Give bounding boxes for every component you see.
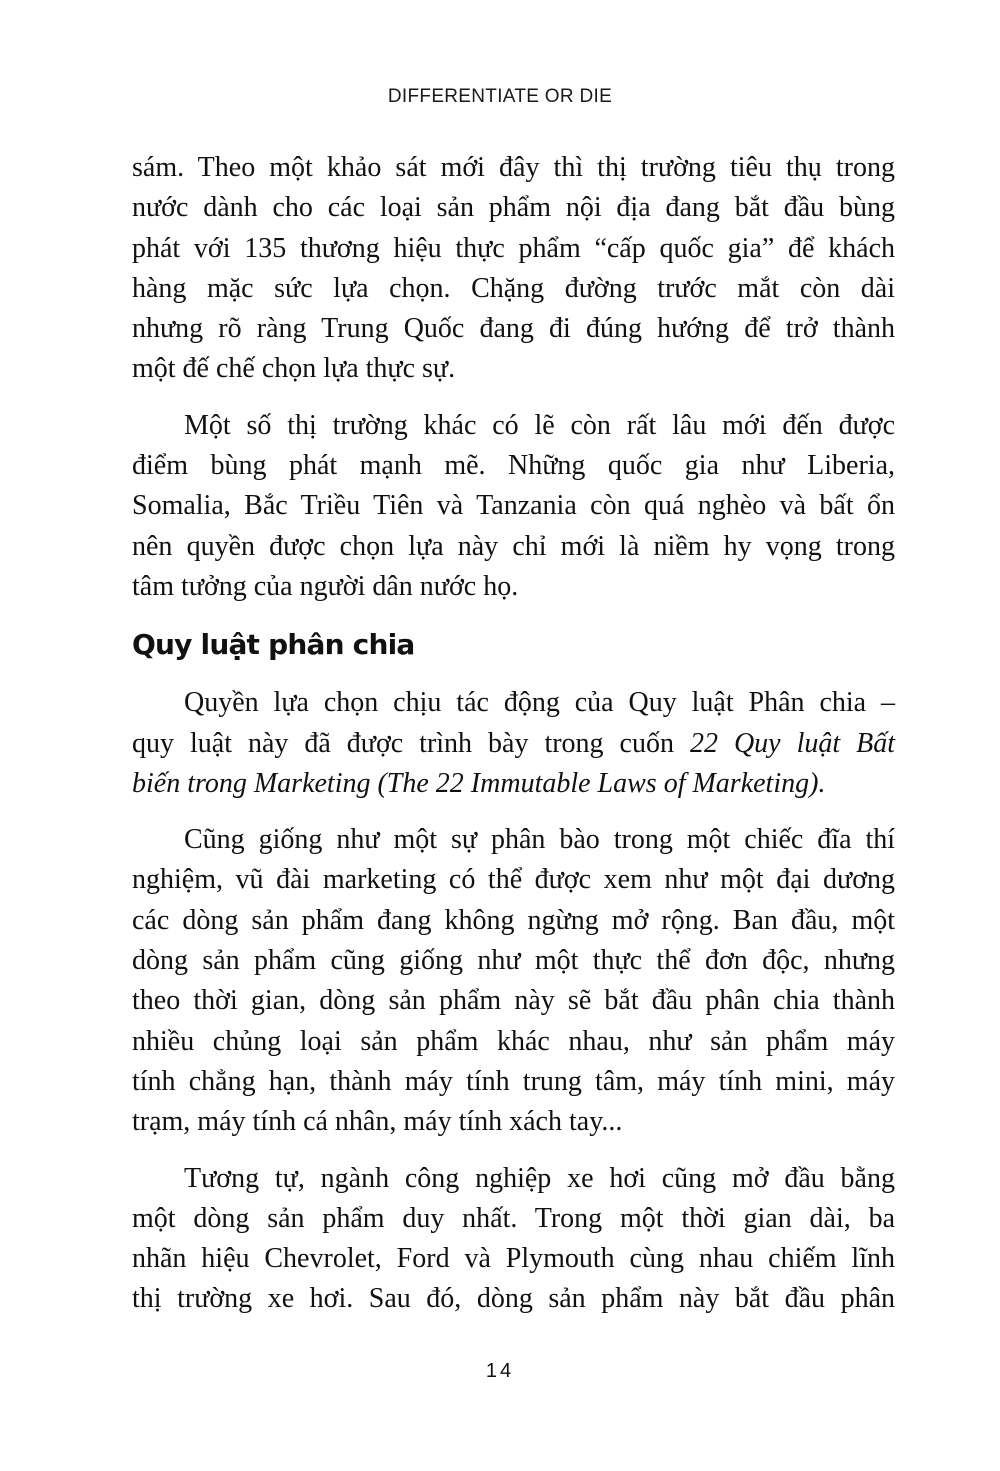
text-line [132, 1199, 895, 1239]
text-segment: nhiều chủng loại sản phẩm khác nhau, như sản phẩm máy [132, 1025, 895, 1057]
text-segment: nhưng rõ ràng Trung Quốc đang đi đúng hướng để trở thành [132, 313, 895, 345]
text-line [132, 148, 895, 188]
text-line [132, 349, 895, 389]
text-segment: các dòng sản phẩm đang không ngừng mở rộng. Ban đầu, một [132, 904, 895, 936]
text-line [132, 1062, 895, 1102]
text-line [132, 820, 895, 860]
text-segment: dòng sản phẩm cũng giống như một thực thể đơn độc, nhưng [132, 945, 895, 977]
text-line [132, 1159, 895, 1199]
text-line [132, 860, 895, 900]
text-segment: Tương tự, ngành công nghiệp xe hơi cũng mở đầu bằng [184, 1162, 895, 1194]
text-segment: phát với 135 thương hiệu thực phẩm “cấp quốc gia” để khách [132, 232, 895, 264]
text-line [132, 229, 895, 269]
text-line [132, 1102, 895, 1142]
text-segment: nước dành cho các loại sản phẩm nội địa đang bắt đầu bùng [132, 192, 895, 224]
text-segment: Quyền lựa chọn chịu tác động của Quy luật Phân chia – [184, 687, 895, 719]
text-segment: sám. Theo một khảo sát mới đây thì thị trường tiêu thụ trong [132, 152, 895, 183]
text-segment: một dòng sản phẩm duy nhất. Trong một thời gian dài, ba [132, 1202, 895, 1234]
section-heading: Quy luật phân chia [132, 628, 415, 662]
text-segment: hàng mặc sức lựa chọn. Chặng đường trước mắt còn dài [132, 272, 895, 304]
text-line [132, 188, 895, 228]
text-line [132, 981, 895, 1021]
text-line [132, 527, 895, 567]
italic-book-title: 22 Quy luật Bất [689, 727, 895, 759]
text-segment: Cũng giống như một sự phân bào trong một chiếc đĩa thí [184, 824, 895, 856]
paragraph [132, 683, 895, 804]
text-segment: quy luật này đã được trình bày trong cuốn [132, 727, 690, 759]
text-segment: nghiệm, vũ đài marketing có thể được xem như một đại dương [132, 864, 895, 896]
paragraph [132, 1159, 895, 1320]
text-segment: tâm tưởng của người dân nước họ. [132, 570, 519, 602]
text-line [132, 724, 895, 764]
text-line [132, 446, 895, 486]
page-number: 14 [485, 1360, 515, 1382]
text-segment: Somalia, Bắc Triều Tiên và Tanzania còn quá nghèo và bất ổn [132, 490, 895, 522]
text-line [132, 1279, 895, 1319]
page-body [132, 148, 895, 1336]
text-line [132, 1022, 895, 1062]
text-segment: tính chẳng hạn, thành máy tính trung tâm, máy tính mini, máy [132, 1065, 895, 1097]
text-segment: theo thời gian, dòng sản phẩm này sẽ bắt đầu phân chia thành [132, 985, 895, 1017]
text-segment: nên quyền được chọn lựa này chỉ mới là niềm hy vọng trong [132, 530, 895, 562]
italic-book-title: biến trong Marketing (The 22 Immutable Laws of Marketing). [132, 767, 826, 799]
text-segment: trạm, máy tính cá nhân, máy tính xách tay... [132, 1106, 623, 1138]
text-line [132, 764, 895, 804]
text-line [132, 567, 895, 607]
text-line [132, 901, 895, 941]
text-line [132, 1239, 895, 1279]
text-line [132, 683, 895, 723]
paragraph [132, 820, 895, 1142]
text-line [132, 406, 895, 446]
running-head: DIFFERENTIATE OR DIE [387, 86, 613, 107]
text-segment: nhãn hiệu Chevrolet, Ford và Plymouth cùng nhau chiếm lĩnh [132, 1243, 895, 1275]
text-segment: Một số thị trường khác có lẽ còn rất lâu mới đến được [184, 409, 895, 441]
paragraph [132, 406, 895, 607]
text-line [132, 309, 895, 349]
text-segment: thị trường xe hơi. Sau đó, dòng sản phẩm này bắt đầu phân [132, 1283, 895, 1315]
text-segment: điểm bùng phát mạnh mẽ. Những quốc gia như Liberia, [132, 450, 895, 482]
text-line [132, 269, 895, 309]
text-segment: một đế chế chọn lựa thực sự. [132, 353, 456, 385]
paragraph [132, 148, 895, 390]
text-line [132, 486, 895, 526]
text-line [132, 941, 895, 981]
